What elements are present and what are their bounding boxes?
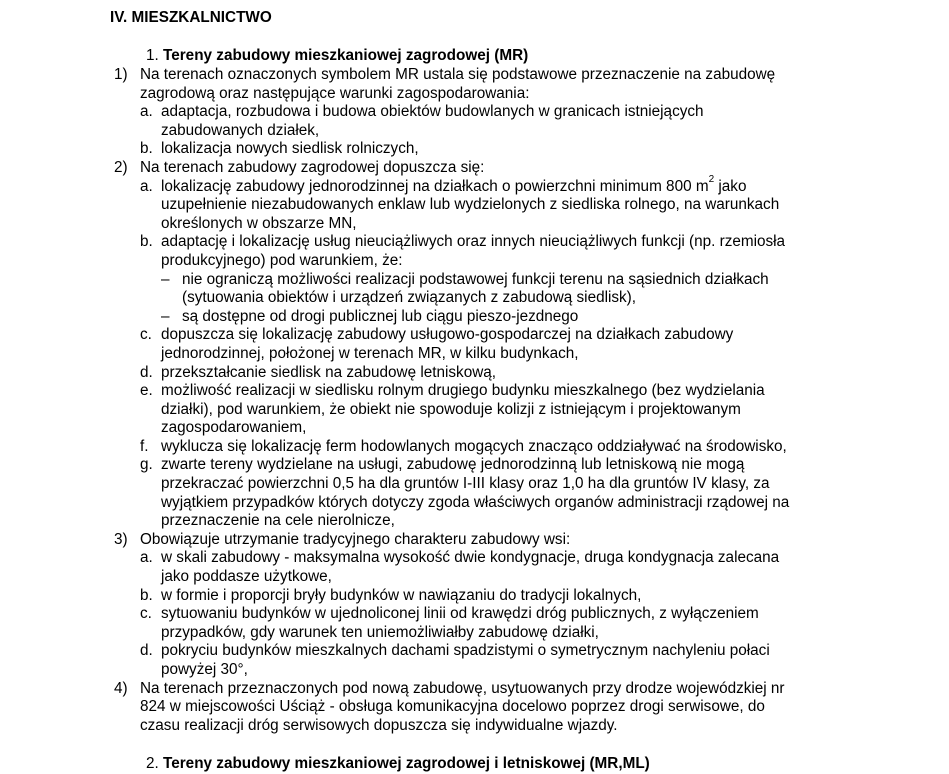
- text-line: [161, 549, 845, 568]
- sub-item-letter: d.: [140, 642, 153, 660]
- item-number: 2): [114, 158, 128, 176]
- sub-item: [140, 642, 845, 679]
- text-line-content: przekształcanie siedlisk na zabudowę letniskową,: [161, 363, 497, 381]
- text-line-content: czasu realizacji dróg serwisowych dopuszcza się indywidualne wjazdy.: [140, 716, 618, 734]
- sub-item-letter: b.: [140, 586, 153, 604]
- text-line-content: pokryciu budynków mieszkalnych dachami spadzistymi o symetrycznym nachyleniu połaci: [161, 642, 770, 660]
- sub-item-letter: c.: [140, 326, 152, 344]
- text-line-content: sytuowaniu budynków w ujednoliconej linii od krawędzi dróg publicznych, z wyłączeniem: [161, 605, 759, 623]
- text-line: [161, 475, 845, 494]
- text-line: [182, 289, 845, 308]
- text-line: [140, 66, 845, 85]
- sub-item: [140, 233, 845, 326]
- section-title: IV. MIESZKALNICTWO: [110, 9, 272, 26]
- text-line-content: są dostępne od drogi publicznej lub ciągu pieszo-jezdnego: [182, 307, 579, 325]
- text-line-content: działki), pod warunkiem, że obiekt nie spowoduje kolizji z istniejącym i projektowanym: [161, 400, 741, 418]
- text-line: [161, 568, 845, 587]
- dash-mark: –: [161, 307, 170, 325]
- text-line: [161, 174, 845, 197]
- text-line-content: Na terenach oznaczonych symbolem MR ustala się podstawowe przeznaczenie na zabudowę: [140, 66, 776, 83]
- text-line: [161, 103, 845, 122]
- text-line-content: zagrodową oraz następujące warunki zagospodarowania:: [140, 84, 530, 102]
- sub-item: [140, 326, 845, 363]
- sub-item-letter: a.: [140, 103, 153, 121]
- text-line-content: wyjątkiem przypadków których dotyczy zgoda właściwych organów administracji rządowej na: [161, 493, 790, 511]
- text-line-content: jako poddasze użytkowe,: [161, 568, 332, 586]
- superscript: 2: [708, 174, 715, 186]
- item-number: 1): [114, 66, 128, 83]
- text-line: [161, 140, 845, 159]
- sub-item-letter: g.: [140, 456, 153, 474]
- sub-item-letter: f.: [140, 437, 149, 455]
- text-line-content: uzupełnienie niezabudowanych enklaw lub wydzielonych z siedliska rolnego, na warunkach: [161, 196, 780, 214]
- subsection-title: Tereny zabudowy mieszkaniowej zagrodowej (MR): [163, 47, 529, 64]
- list-item: [0, 680, 845, 736]
- text-line: [182, 308, 845, 327]
- text-line: [182, 271, 845, 290]
- text-line: [161, 438, 845, 457]
- regulations-list: [0, 66, 949, 735]
- sub-item: [140, 438, 845, 457]
- text-line: [161, 624, 845, 643]
- list-item: [0, 66, 845, 159]
- text-line-content: zwarte tereny wydzielane na usługi, zabudowę jednorodzinną lub letniskową nie mogą: [161, 456, 745, 474]
- text-line-content: nie ograniczą możliwości realizacji podstawowej funkcji terenu na sąsiednich działkach: [182, 270, 769, 288]
- subsection-2-heading: [146, 755, 650, 774]
- sub-item-letter: b.: [140, 140, 153, 158]
- text-line-content: (sytuowania obiektów i urządzeń związanych z zabudową siedlisk),: [182, 289, 637, 307]
- text-line: [140, 717, 845, 736]
- text-line-content: produkcyjnego) pod warunkiem, że:: [161, 251, 403, 269]
- list-item: [0, 531, 845, 680]
- text-line: [140, 159, 845, 178]
- sub-item-letter: b.: [140, 233, 153, 251]
- item-number: 4): [114, 679, 128, 697]
- subsection-1-heading: [146, 47, 528, 66]
- text-line: [161, 401, 845, 420]
- text-line-content: przypadków, gdy warunek ten uniemożliwiałby zabudowę działki,: [161, 623, 599, 641]
- text-line: [161, 494, 845, 513]
- subsection-number: 1.: [146, 47, 159, 64]
- dash-mark: –: [161, 270, 170, 288]
- text-line: [161, 512, 845, 531]
- text-line-content: powyżej 30°,: [161, 661, 248, 678]
- text-line-content: dopuszcza się lokalizację zabudowy usługowo-gospodarczej na działkach zabudowy: [161, 326, 734, 344]
- text-line: [161, 382, 845, 401]
- text-line: [140, 85, 845, 104]
- text-line-content: w skali zabudowy - maksymalna wysokość dwie kondygnacje, druga kondygnacja zalecana: [161, 549, 780, 567]
- sub-item: [140, 605, 845, 642]
- text-line-content: 824 w miejscowości Uściąż - obsługa komunikacyjna docelowo poprzez drogi serwisowe, do: [140, 698, 765, 716]
- text-line: [140, 680, 845, 699]
- text-line: [161, 364, 845, 383]
- sub-item: [140, 456, 845, 530]
- text-line-content: Na terenach zabudowy zagrodowej dopuszcza się:: [140, 158, 485, 176]
- text-line-content: zagospodarowaniem,: [161, 419, 307, 437]
- text-line-content: adaptacja, rozbudowa i budowa obiektów budowlanych w granicach istniejących: [161, 103, 704, 121]
- text-line-content: zabudowanych działek,: [161, 121, 320, 139]
- text-line: [161, 215, 845, 234]
- text-line: [161, 345, 845, 364]
- text-line: [161, 326, 845, 345]
- text-line-content: adaptację i lokalizację usług nieuciążliwych oraz innych nieuciążliwych funkcji (np. rzemiosła: [161, 233, 786, 251]
- text-line-content: Na terenach przeznaczonych pod nową zabudowę, usytuowanych przy drodze wojewódzkiej nr: [140, 679, 785, 697]
- dash-item: [161, 271, 845, 308]
- dash-item: [161, 308, 845, 327]
- sub-item-letter: d.: [140, 363, 153, 381]
- text-line: [161, 642, 845, 661]
- text-line: [140, 531, 845, 550]
- text-line: [161, 587, 845, 606]
- text-line-content: jednorodzinnej, położonej w terenach MR, w kilku budynkach,: [161, 344, 579, 362]
- text-line-content: przeznaczenie na cele nierolnicze,: [161, 512, 395, 530]
- text-line: [161, 233, 845, 252]
- sub-item: [140, 549, 845, 586]
- text-line: [140, 698, 845, 717]
- sub-item: [140, 364, 845, 383]
- text-line: [161, 419, 845, 438]
- text-line-content: przekraczać powierzchni 0,5 ha dla gruntów I-III klasy oraz 1,0 ha dla gruntów IV klasy, za: [161, 475, 770, 493]
- text-line: [161, 456, 845, 475]
- sub-item-letter: e.: [140, 382, 153, 400]
- text-line-content: możliwość realizacji w siedlisku rolnym drugiego budynku mieszkalnego (bez wydzielania: [161, 382, 765, 400]
- text-line: [161, 605, 845, 624]
- text-line-content: lokalizacja nowych siedlisk rolniczych,: [161, 140, 419, 158]
- list-item: [0, 159, 845, 531]
- sub-item-letter: c.: [140, 605, 152, 623]
- text-line-content: lokalizację zabudowy jednorodzinnej na działkach o powierzchni minimum 800 m: [161, 177, 709, 195]
- sub-item: [140, 587, 845, 606]
- sub-item: [140, 103, 845, 140]
- subsection-title: Tereny zabudowy mieszkaniowej zagrodowej i letniskowej (MR,ML): [163, 755, 650, 772]
- text-line-content: określonych w obszarze MN,: [161, 214, 357, 232]
- sub-item: [140, 174, 845, 234]
- text-line-tail: jako: [714, 177, 747, 195]
- sub-item: [140, 140, 845, 159]
- text-line: [161, 122, 845, 141]
- sub-item-letter: a.: [140, 549, 153, 567]
- item-number: 3): [114, 530, 128, 548]
- text-line-content: Obowiązuje utrzymanie tradycyjnego charakteru zabudowy wsi:: [140, 530, 571, 548]
- text-line: [161, 252, 845, 271]
- sub-item: [140, 382, 845, 438]
- text-line: [161, 196, 845, 215]
- sub-item-letter: a.: [140, 177, 153, 195]
- subsection-number: 2.: [146, 755, 159, 772]
- text-line-content: wyklucza się lokalizację ferm hodowlanych mogących znacząco oddziaływać na środowisko,: [161, 437, 787, 455]
- text-line: [161, 661, 845, 680]
- text-line-content: w formie i proporcji bryły budynków w nawiązaniu do tradycji lokalnych,: [161, 586, 642, 604]
